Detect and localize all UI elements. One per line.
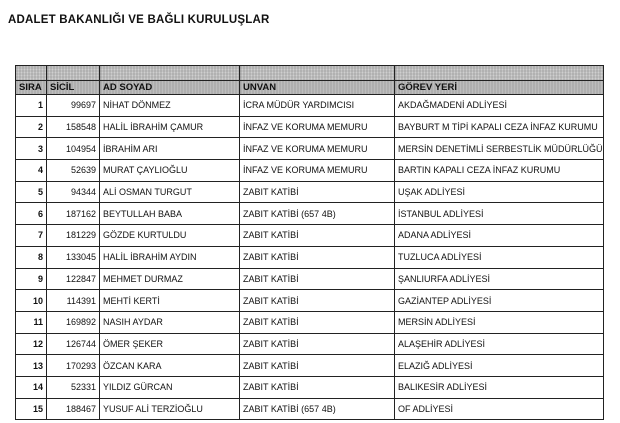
table-row	[16, 138, 604, 160]
cell-gorev-yeri: AKDAĞMADENİ ADLİYESİ	[395, 95, 604, 117]
cell-ad-soyad: MEHMET DURMAZ	[100, 268, 240, 290]
cell-sira: 4	[16, 160, 47, 182]
cell-sira: 11	[16, 311, 47, 333]
cell-sicil: 52639	[47, 160, 100, 182]
header-sicil: SİCİL	[47, 81, 100, 95]
cell-ad-soyad: NASIH AYDAR	[100, 311, 240, 333]
cell-gorev-yeri: BALIKESİR ADLİYESİ	[395, 376, 604, 398]
table-body	[16, 95, 604, 420]
cell-sira: 2	[16, 116, 47, 138]
cell-ad-soyad: YILDIZ GÜRCAN	[100, 376, 240, 398]
cell-ad-soyad: HALİL İBRAHİM ÇAMUR	[100, 116, 240, 138]
cell-gorev-yeri: ELAZIĞ ADLİYESİ	[395, 355, 604, 377]
cell-sira: 10	[16, 290, 47, 312]
cell-sicil: 181229	[47, 225, 100, 247]
table-row	[16, 203, 604, 225]
cell-sicil: 188467	[47, 398, 100, 420]
cell-unvan: ZABIT KATİBİ	[240, 355, 395, 377]
cell-sira: 6	[16, 203, 47, 225]
cell-sicil: 126744	[47, 333, 100, 355]
cell-sira: 8	[16, 246, 47, 268]
cell-ad-soyad: ÖMER ŞEKER	[100, 333, 240, 355]
cell-gorev-yeri: BARTIN KAPALI CEZA İNFAZ KURUMU	[395, 160, 604, 182]
table-row	[16, 376, 604, 398]
cell-unvan: ZABIT KATİBİ	[240, 290, 395, 312]
table-row	[16, 116, 604, 138]
table-row	[16, 290, 604, 312]
cell-gorev-yeri: ADANA ADLİYESİ	[395, 225, 604, 247]
cell-ad-soyad: ALİ OSMAN TURGUT	[100, 181, 240, 203]
cell-unvan: İCRA MÜDÜR YARDIMCISI	[240, 95, 395, 117]
cell-sicil: 114391	[47, 290, 100, 312]
cell-sicil: 170293	[47, 355, 100, 377]
table-row	[16, 333, 604, 355]
table-row	[16, 160, 604, 182]
table-row	[16, 246, 604, 268]
cell-gorev-yeri: MERSİN ADLİYESİ	[395, 311, 604, 333]
cell-ad-soyad: NİHAT DÖNMEZ	[100, 95, 240, 117]
cell-sicil: 187162	[47, 203, 100, 225]
cell-ad-soyad: HALİL İBRAHİM AYDIN	[100, 246, 240, 268]
cell-unvan: İNFAZ VE KORUMA MEMURU	[240, 138, 395, 160]
table-row	[16, 268, 604, 290]
header-ad-soyad: AD SOYAD	[100, 81, 240, 95]
cell-gorev-yeri: OF ADLİYESİ	[395, 398, 604, 420]
cell-gorev-yeri: TUZLUCA ADLİYESİ	[395, 246, 604, 268]
cell-sira: 12	[16, 333, 47, 355]
cell-sira: 14	[16, 376, 47, 398]
cell-ad-soyad: GÖZDE KURTULDU	[100, 225, 240, 247]
cell-sicil: 158548	[47, 116, 100, 138]
cell-ad-soyad: MURAT ÇAYLIOĞLU	[100, 160, 240, 182]
header-gorev-yeri: GÖREV YERİ	[395, 81, 604, 95]
cell-unvan: ZABIT KATİBİ (657 4B)	[240, 203, 395, 225]
cell-gorev-yeri: GAZİANTEP ADLİYESİ	[395, 290, 604, 312]
cell-gorev-yeri: ŞANLIURFA ADLİYESİ	[395, 268, 604, 290]
cell-sicil: 133045	[47, 246, 100, 268]
cell-sira: 7	[16, 225, 47, 247]
cell-sira: 5	[16, 181, 47, 203]
cell-unvan: ZABIT KATİBİ (657 4B)	[240, 398, 395, 420]
cell-unvan: ZABIT KATİBİ	[240, 376, 395, 398]
cell-ad-soyad: İBRAHİM ARI	[100, 138, 240, 160]
table-row	[16, 398, 604, 420]
cell-sicil: 94344	[47, 181, 100, 203]
cell-unvan: ZABIT KATİBİ	[240, 246, 395, 268]
cell-unvan: İNFAZ VE KORUMA MEMURU	[240, 116, 395, 138]
cell-gorev-yeri: BAYBURT M TİPİ KAPALI CEZA İNFAZ KURUMU	[395, 116, 604, 138]
header-sira: SIRA	[16, 81, 47, 95]
table-row	[16, 311, 604, 333]
cell-gorev-yeri: UŞAK ADLİYESİ	[395, 181, 604, 203]
cell-sira: 15	[16, 398, 47, 420]
cell-gorev-yeri: İSTANBUL ADLİYESİ	[395, 203, 604, 225]
cell-ad-soyad: BEYTULLAH BABA	[100, 203, 240, 225]
cell-sicil: 52331	[47, 376, 100, 398]
table-row	[16, 225, 604, 247]
cell-unvan: ZABIT KATİBİ	[240, 268, 395, 290]
cell-unvan: ZABIT KATİBİ	[240, 181, 395, 203]
header-band	[16, 66, 604, 81]
cell-sicil: 104954	[47, 138, 100, 160]
cell-gorev-yeri: ALAŞEHİR ADLİYESİ	[395, 333, 604, 355]
cell-sicil: 169892	[47, 311, 100, 333]
cell-sira: 1	[16, 95, 47, 117]
table-row	[16, 355, 604, 377]
cell-unvan: İNFAZ VE KORUMA MEMURU	[240, 160, 395, 182]
cell-ad-soyad: YUSUF ALİ TERZİOĞLU	[100, 398, 240, 420]
table-row	[16, 181, 604, 203]
cell-gorev-yeri: MERSİN DENETİMLİ SERBESTLİK MÜDÜRLÜĞÜ	[395, 138, 604, 160]
cell-unvan: ZABIT KATİBİ	[240, 225, 395, 247]
header-row	[16, 81, 604, 95]
cell-sira: 3	[16, 138, 47, 160]
cell-ad-soyad: MEHTİ KERTİ	[100, 290, 240, 312]
cell-ad-soyad: ÖZCAN KARA	[100, 355, 240, 377]
header-unvan: UNVAN	[240, 81, 395, 95]
table-row	[16, 95, 604, 117]
cell-sicil: 122847	[47, 268, 100, 290]
cell-unvan: ZABIT KATİBİ	[240, 311, 395, 333]
cell-sira: 13	[16, 355, 47, 377]
document-title: ADALET BAKANLIĞI VE BAĞLI KURULUŞLAR	[8, 14, 270, 26]
personnel-table	[15, 65, 604, 420]
cell-sicil: 99697	[47, 95, 100, 117]
cell-sira: 9	[16, 268, 47, 290]
cell-unvan: ZABIT KATİBİ	[240, 333, 395, 355]
